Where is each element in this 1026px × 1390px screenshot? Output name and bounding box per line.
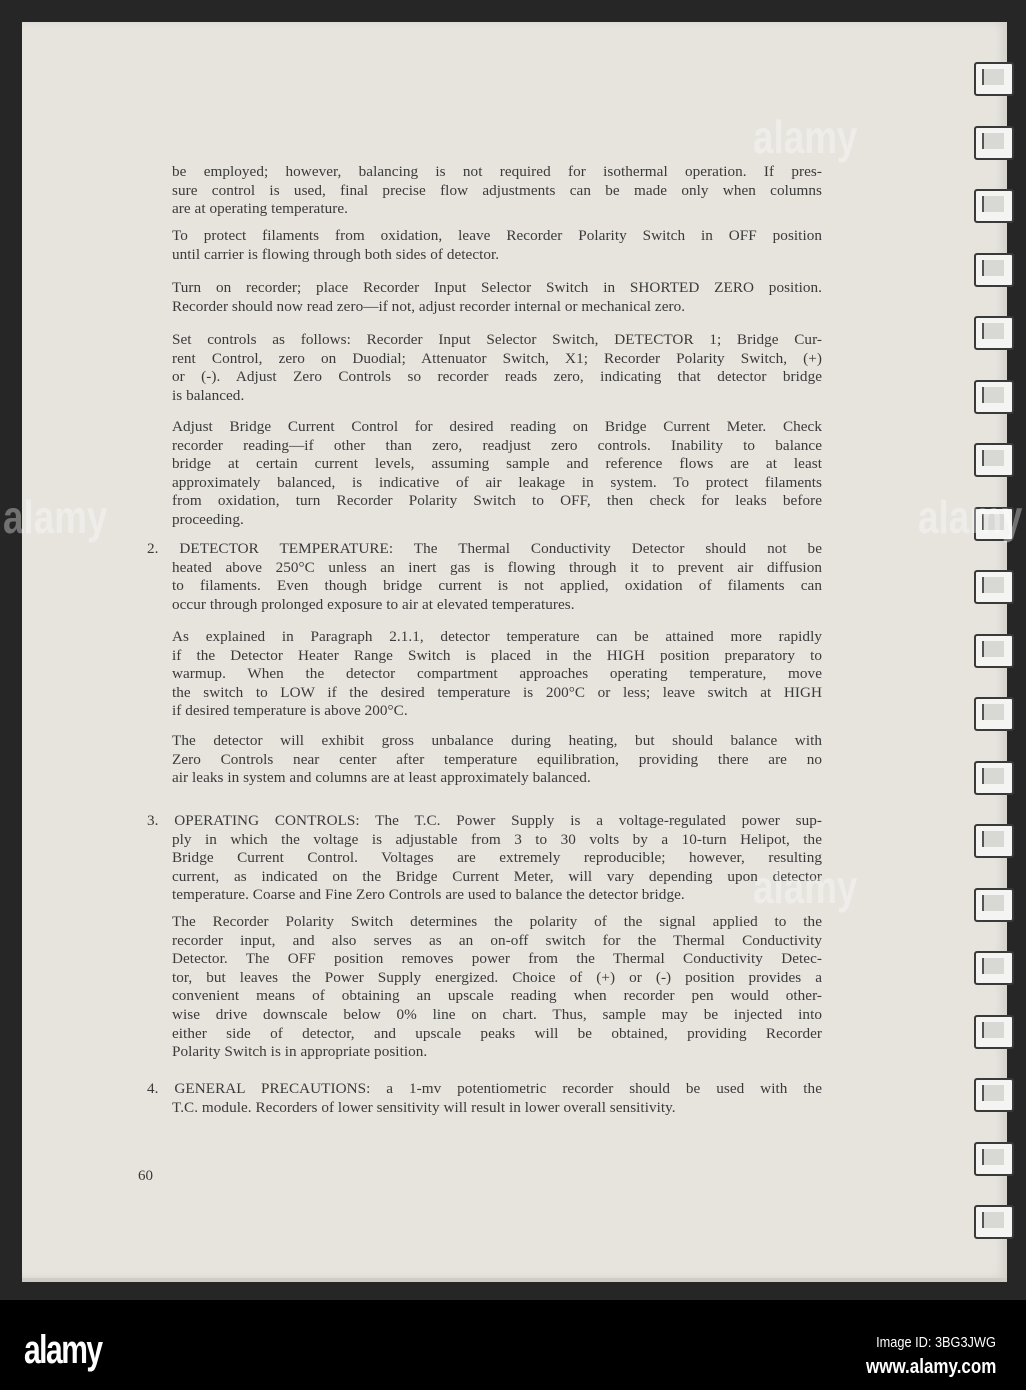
binding-ring	[970, 253, 1016, 287]
text-line: air leaks in system and columns are at least approximately balanced.	[172, 769, 591, 787]
text-line: tor, but leaves the Power Supply energized. Choice of (+) or (-) position provides a	[172, 968, 822, 986]
text-line: Turn on recorder; place Recorder Input Selector Switch in SHORTED ZERO position.	[172, 279, 822, 296]
text-line: be employed; however, balancing is not required for isothermal operation. If pres-	[172, 163, 822, 180]
text-line: are at operating temperature.	[172, 200, 349, 218]
text-line: recorder reading—if other than zero, readjust zero controls. Inability to balance	[172, 436, 822, 454]
text-line: from oxidation, turn Recorder Polarity Switch to OFF, then check for leaks before	[172, 492, 822, 510]
binding-ring	[970, 62, 1016, 96]
text-line: current, as indicated on the Bridge Current Meter, will vary depending upon detector	[172, 867, 822, 885]
binding-ring	[970, 824, 1016, 858]
watermark-mark: alamy	[753, 111, 858, 163]
watermark-mark: alamy	[3, 491, 108, 543]
text-line: ply in which the voltage is adjustable from 3 to 30 volts by a 10-turn Helipot, the	[172, 830, 822, 848]
paragraph	[172, 418, 822, 530]
text-line: The detector will exhibit gross unbalance during heating, but should balance with	[172, 732, 822, 749]
text-line: 2. DETECTOR TEMPERATURE: The Thermal Conductivity Detector should not be	[147, 540, 822, 557]
text-line: Recorder should now read zero—if not, adjust recorder internal or mechanical zero.	[172, 297, 686, 315]
text-line: Zero Controls near center after temperature equilibration, providing there are no	[172, 750, 822, 768]
text-line: Bridge Current Control. Voltages are extremely reproducible; however, resulting	[172, 849, 822, 867]
binding-ring	[970, 761, 1016, 795]
paragraph	[172, 163, 822, 219]
binding-ring	[970, 1078, 1016, 1112]
binding-ring	[970, 570, 1016, 604]
text-line: temperature. Coarse and Fine Zero Controls are used to balance the detector bridge.	[172, 886, 685, 904]
numbered-item	[147, 1080, 822, 1117]
page-edge	[22, 1278, 1007, 1282]
paragraph	[172, 227, 822, 264]
binding-ring	[970, 1205, 1016, 1239]
binding-ring	[970, 380, 1016, 414]
binding-ring	[970, 126, 1016, 160]
text-line: heated above 250°C unless an inert gas is flowing through it to prevent air diffusion	[172, 558, 822, 576]
binding-ring	[970, 189, 1016, 223]
text-line: until carrier is flowing through both sides of detector.	[172, 245, 500, 263]
binding-ring	[970, 634, 1016, 668]
text-line: Set controls as follows: Recorder Input Selector Switch, DETECTOR 1; Bridge Cur-	[172, 331, 822, 348]
paragraph	[172, 628, 822, 721]
text-line: convenient means of obtaining an upscale reading when recorder pen would other-	[172, 987, 822, 1005]
text-line: Detector. The OFF position removes power from the Thermal Conductivity Detec-	[172, 950, 822, 968]
text-line: 4. GENERAL PRECAUTIONS: a 1-mv potentiometric recorder should be used with the	[147, 1080, 822, 1097]
image-id: Image ID: 3BG3JWG	[876, 1334, 996, 1351]
text-line: Adjust Bridge Current Control for desired reading on Bridge Current Meter. Check	[172, 418, 822, 435]
text-line: either side of detector, and upscale peaks will be obtained, providing Recorder	[172, 1024, 822, 1042]
text-line: recorder input, and also serves as an on-off switch for the Thermal Conductivity	[172, 931, 822, 949]
text-line: T.C. module. Recorders of lower sensitivity will result in lower overall sensitivity.	[172, 1098, 676, 1116]
paragraph	[172, 279, 822, 316]
text-line: the switch to LOW if the desired temperature is 200°C or less; leave switch at HIGH	[172, 683, 822, 701]
text-line: 3. OPERATING CONTROLS: The T.C. Power Supply is a voltage-regulated power sup-	[147, 812, 822, 829]
binding-ring	[970, 316, 1016, 350]
text-line: To protect filaments from oxidation, leave Recorder Polarity Switch in OFF position	[172, 227, 822, 244]
binding-ring	[970, 1142, 1016, 1176]
text-line: As explained in Paragraph 2.1.1, detector temperature can be attained more rapidly	[172, 628, 822, 645]
page-number: 60	[138, 1168, 153, 1184]
paragraph	[172, 331, 822, 405]
text-line: The Recorder Polarity Switch determines the polarity of the signal applied to the	[172, 913, 822, 930]
paragraph	[172, 732, 822, 788]
binding-ring	[970, 1015, 1016, 1049]
text-line: bridge at certain current levels, assuming sample and reference flows are at least	[172, 455, 822, 473]
text-line: if the Detector Heater Range Switch is placed in the HIGH position preparatory to	[172, 646, 822, 664]
watermark-url: www.alamy.com	[865, 1356, 996, 1378]
paragraph	[172, 913, 822, 1062]
text-line: occur through prolonged exposure to air at elevated temperatures.	[172, 595, 575, 613]
binding-ring	[970, 951, 1016, 985]
text-line: Polarity Switch is in appropriate position.	[172, 1043, 428, 1061]
watermark-mark: alamy	[918, 491, 1023, 543]
text-line: rent Control, zero on Duodial; Attenuator Switch, X1; Recorder Polarity Switch, (+)	[172, 349, 822, 367]
numbered-item	[147, 812, 822, 905]
binding-ring	[970, 443, 1016, 477]
numbered-item	[147, 540, 822, 614]
text-line: proceeding.	[172, 510, 244, 528]
watermark-mark: alamy	[753, 861, 858, 913]
text-line: is balanced.	[172, 386, 245, 404]
text-line: warmup. When the detector compartment approaches operating temperature, move	[172, 665, 822, 683]
binding-ring	[970, 888, 1016, 922]
text-line: or (-). Adjust Zero Controls so recorder reads zero, indicating that detector bridge	[172, 368, 822, 386]
text-line: wise drive downscale below 0% line on chart. Thus, sample may be injected into	[172, 1005, 822, 1023]
text-line: if desired temperature is above 200°C.	[172, 702, 408, 720]
binding-ring	[970, 697, 1016, 731]
text-line: approximately balanced, is indicative of air leakage in system. To protect filaments	[172, 473, 822, 491]
text-line: sure control is used, final precise flow adjustments can be made only when columns	[172, 181, 822, 199]
alamy-logo: alamy	[24, 1328, 102, 1372]
text-line: to filaments. Even though bridge current is not applied, oxidation of filaments can	[172, 577, 822, 595]
